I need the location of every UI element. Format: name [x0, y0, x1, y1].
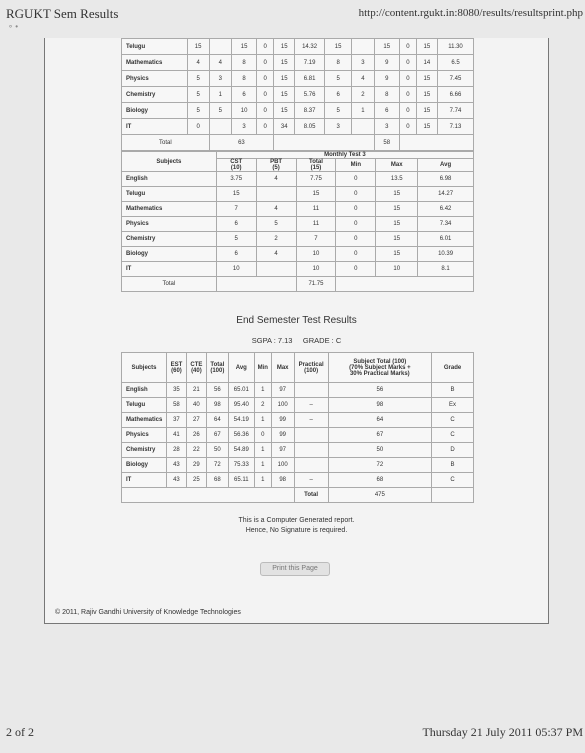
table-cell: C — [432, 473, 474, 488]
table-cell: 4 — [256, 172, 296, 187]
table-cell: 10.39 — [418, 247, 474, 262]
total-value: 58 — [374, 135, 399, 151]
table-row — [122, 103, 474, 119]
table-cell: 10 — [216, 262, 256, 277]
table-cell: 15 — [374, 39, 399, 55]
total-label: Total — [122, 135, 210, 151]
table-cell: 15 — [324, 39, 351, 55]
grade-value: GRADE : C — [302, 336, 342, 345]
table-cell: 15 — [187, 39, 209, 55]
subject-name: Physics — [122, 428, 167, 443]
print-header-url: http://content.rgukt.in:8080/results/resultsprint.php — [358, 7, 583, 19]
subject-name: Mathematics — [122, 202, 217, 217]
table-cell: 56 — [206, 383, 228, 398]
table-cell: 98 — [271, 473, 294, 488]
table-cell: 15 — [274, 39, 295, 55]
table-cell: 2 — [256, 232, 296, 247]
table-cell: 0 — [336, 187, 376, 202]
table-cell: 15 — [216, 187, 256, 202]
table-cell: 7.45 — [437, 71, 473, 87]
col-min: Min — [336, 159, 376, 172]
table-cell: 15 — [274, 55, 295, 71]
table-cell: 8.05 — [295, 119, 325, 135]
table-cell: 8.1 — [418, 262, 474, 277]
subject-name: Biology — [122, 103, 188, 119]
table-row — [122, 458, 474, 473]
table-cell: 15 — [416, 39, 437, 55]
table-cell: 4 — [256, 202, 296, 217]
subject-name: Physics — [122, 217, 217, 232]
table-cell: 11 — [296, 217, 336, 232]
table-total-row — [122, 277, 474, 292]
table-cell: 65.11 — [228, 473, 254, 488]
end-semester-title: End Semester Test Results — [236, 315, 357, 326]
subject-name: Mathematics — [122, 413, 167, 428]
col-total: Total (15) — [296, 159, 336, 172]
col-grade: Grade — [432, 353, 474, 383]
table-cell: 5 — [209, 103, 231, 119]
table-row — [122, 428, 474, 443]
table-cell: 8 — [231, 55, 256, 71]
table-cell: 29 — [186, 458, 206, 473]
table-cell: 0 — [336, 202, 376, 217]
table-row — [122, 247, 474, 262]
table-cell: 15 — [274, 71, 295, 87]
scan-mark: ∘ • — [8, 22, 19, 31]
subject-name: Biology — [122, 247, 217, 262]
table-cell: 6.01 — [418, 232, 474, 247]
table-cell: – — [294, 473, 328, 488]
table-cell — [256, 262, 296, 277]
col-cte: CTE (40) — [186, 353, 206, 383]
table-cell: 1 — [254, 443, 271, 458]
table-cell: 1 — [254, 473, 271, 488]
subject-name: IT — [122, 119, 188, 135]
table-cell: 3 — [374, 119, 399, 135]
table-cell: 8.37 — [295, 103, 325, 119]
table-cell: 72 — [206, 458, 228, 473]
table-cell: 7.13 — [437, 119, 473, 135]
table-cell: 15 — [416, 119, 437, 135]
table-cell: 5.76 — [295, 87, 325, 103]
table-cell: 6 — [231, 87, 256, 103]
subjects-header: Subjects — [122, 353, 167, 383]
table-cell: 15 — [274, 87, 295, 103]
subjects-header: Subjects — [122, 152, 217, 172]
table-cell: 5 — [216, 232, 256, 247]
table-cell: 0 — [399, 119, 416, 135]
col-total: Total (100) — [206, 353, 228, 383]
table-row — [122, 87, 474, 103]
subject-name: English — [122, 383, 167, 398]
table-cell: 15 — [416, 71, 437, 87]
total-value: 475 — [328, 488, 432, 503]
table-cell: 67 — [206, 428, 228, 443]
table-cell: 3 — [231, 119, 256, 135]
table-cell: 10 — [376, 262, 418, 277]
table-cell: 99 — [271, 428, 294, 443]
subject-name: Physics — [122, 71, 188, 87]
print-datetime: Thursday 21 July 2011 05:37 PM — [422, 725, 583, 739]
table-cell: 95.40 — [228, 398, 254, 413]
table-cell: 25 — [186, 473, 206, 488]
table-cell: 58 — [166, 398, 186, 413]
table-cell: 6.66 — [437, 87, 473, 103]
table-cell: 0 — [187, 119, 209, 135]
table-cell: 1 — [254, 413, 271, 428]
table-cell: 75.33 — [228, 458, 254, 473]
computer-generated-note: This is a Computer Generated report. Hence, No Signature is required. — [238, 517, 355, 534]
table-cell: 4 — [209, 55, 231, 71]
table-cell: 5 — [187, 87, 209, 103]
table-cell: 15 — [416, 103, 437, 119]
table-row — [122, 172, 474, 187]
table-cell: 3 — [209, 71, 231, 87]
table-cell: 4 — [352, 71, 374, 87]
table-row — [122, 443, 474, 458]
table-cell: 6.98 — [418, 172, 474, 187]
table-cell: 14.32 — [295, 39, 325, 55]
table-cell: 5 — [187, 103, 209, 119]
table-cell: 68 — [328, 473, 432, 488]
table-cell: – — [294, 398, 328, 413]
table-cell: 43 — [166, 473, 186, 488]
table-cell: 2 — [254, 398, 271, 413]
table-cell: 21 — [186, 383, 206, 398]
table-cell: 68 — [206, 473, 228, 488]
table-cell: 100 — [271, 458, 294, 473]
subject-name: Chemistry — [122, 443, 167, 458]
table-cell: 15 — [376, 187, 418, 202]
table-cell — [352, 119, 374, 135]
table-cell: 3.75 — [216, 172, 256, 187]
copyright-text: © 2011, Rajiv Gandhi University of Knowledge Technologies — [55, 609, 241, 616]
col-max: Max — [271, 353, 294, 383]
print-header-title: RGUKT Sem Results — [6, 6, 119, 21]
table-row — [122, 473, 474, 488]
table-cell: 0 — [399, 87, 416, 103]
table-cell: 50 — [328, 443, 432, 458]
table-cell: 6.42 — [418, 202, 474, 217]
table-cell: 7.34 — [418, 217, 474, 232]
table-cell: 0 — [399, 55, 416, 71]
table-row — [122, 398, 474, 413]
col-subject-total: Subject Total (100) (70% Subject Marks + 30% Practical Marks) — [328, 353, 432, 383]
table-cell — [209, 119, 231, 135]
table-cell — [294, 428, 328, 443]
table-cell — [294, 443, 328, 458]
table-row — [122, 232, 474, 247]
table-cell: 14 — [416, 55, 437, 71]
col-est: EST (60) — [166, 353, 186, 383]
table-total-row — [122, 135, 474, 151]
table-cell: 1 — [352, 103, 374, 119]
table-cell: 6 — [216, 247, 256, 262]
table-cell: 35 — [166, 383, 186, 398]
table-row — [122, 71, 474, 87]
table-cell: 4 — [256, 247, 296, 262]
table-cell: 0 — [399, 39, 416, 55]
table-row — [122, 413, 474, 428]
table-cell: 28 — [166, 443, 186, 458]
table-cell: 54.89 — [228, 443, 254, 458]
table-cell: 6.81 — [295, 71, 325, 87]
table-cell: 9 — [374, 71, 399, 87]
sgpa-grade-line — [45, 336, 548, 345]
table-cell: 8 — [324, 55, 351, 71]
table-cell: 3 — [352, 55, 374, 71]
table-cell: 64 — [328, 413, 432, 428]
table-cell: 4 — [187, 55, 209, 71]
table-cell: 0 — [336, 217, 376, 232]
table-cell: 34 — [274, 119, 295, 135]
table-cell: 9 — [374, 55, 399, 71]
col-cst: CST (10) — [216, 159, 256, 172]
table-cell: 98 — [328, 398, 432, 413]
table-cell: 65.01 — [228, 383, 254, 398]
table-cell: 15 — [416, 87, 437, 103]
table-cell: 37 — [166, 413, 186, 428]
table-cell: D — [432, 443, 474, 458]
table-cell — [256, 187, 296, 202]
table-cell: 15 — [296, 187, 336, 202]
table-cell: 0 — [336, 172, 376, 187]
table-row — [122, 187, 474, 202]
table-cell: 1 — [254, 383, 271, 398]
table-cell: Ex — [432, 398, 474, 413]
table-cell: 1 — [209, 87, 231, 103]
table-cell: C — [432, 413, 474, 428]
table-cell: 43 — [166, 458, 186, 473]
col-avg: Avg — [228, 353, 254, 383]
table-cell — [209, 39, 231, 55]
table-cell: 0 — [254, 428, 271, 443]
table-cell: 64 — [206, 413, 228, 428]
table-cell: 11 — [296, 202, 336, 217]
table-cell: 40 — [186, 398, 206, 413]
print-page-button[interactable]: Print this Page — [260, 562, 330, 576]
monthly-test-title: Monthly Test 3 — [216, 152, 473, 159]
table-cell: 0 — [399, 71, 416, 87]
subject-name: Chemistry — [122, 87, 188, 103]
table-cell: C — [432, 428, 474, 443]
table-cell: 6 — [374, 103, 399, 119]
table-cell: 0 — [336, 232, 376, 247]
table-cell: 15 — [231, 39, 256, 55]
table-cell: 7 — [216, 202, 256, 217]
table-cell: B — [432, 458, 474, 473]
total-value: 71.75 — [296, 277, 336, 292]
table-cell: 56 — [328, 383, 432, 398]
table-cell: 15 — [376, 247, 418, 262]
table-cell: 8 — [231, 71, 256, 87]
table-cell: 5 — [187, 71, 209, 87]
table-cell: 72 — [328, 458, 432, 473]
table-row — [122, 383, 474, 398]
table-cell: 0 — [336, 262, 376, 277]
table-cell: – — [294, 413, 328, 428]
previous-tests-table — [121, 38, 474, 151]
subject-name: IT — [122, 262, 217, 277]
table-row — [122, 202, 474, 217]
table-cell: 0 — [336, 247, 376, 262]
col-pbt: PBT (5) — [256, 159, 296, 172]
col-practical: Practical (100) — [294, 353, 328, 383]
table-cell: 0 — [257, 39, 274, 55]
table-cell: 15 — [274, 103, 295, 119]
table-cell: 7.74 — [437, 103, 473, 119]
table-cell: 56.36 — [228, 428, 254, 443]
table-cell: 15 — [376, 202, 418, 217]
table-cell: 8 — [374, 87, 399, 103]
end-semester-table — [121, 352, 474, 503]
subject-name: Biology — [122, 458, 167, 473]
table-cell — [352, 39, 374, 55]
page-count: 2 of 2 — [6, 725, 34, 739]
table-cell: 98 — [206, 398, 228, 413]
table-cell: 15 — [376, 217, 418, 232]
sgpa-value: SGPA : 7.13 — [251, 336, 293, 345]
table-cell: 97 — [271, 383, 294, 398]
table-cell: 0 — [257, 87, 274, 103]
table-cell: 5 — [324, 71, 351, 87]
table-cell: 14.27 — [418, 187, 474, 202]
total-value: 63 — [209, 135, 273, 151]
col-avg: Avg — [418, 159, 474, 172]
table-cell: 10 — [296, 262, 336, 277]
subject-name: Chemistry — [122, 232, 217, 247]
table-cell: 6.5 — [437, 55, 473, 71]
table-cell: 2 — [352, 87, 374, 103]
table-cell: 0 — [257, 103, 274, 119]
monthly-test-table — [121, 151, 474, 292]
table-cell: 0 — [257, 71, 274, 87]
subject-name: Telugu — [122, 398, 167, 413]
table-cell: 1 — [254, 458, 271, 473]
table-cell — [294, 458, 328, 473]
table-cell: 6 — [324, 87, 351, 103]
total-label: Total — [294, 488, 328, 503]
table-row — [122, 39, 474, 55]
table-total-row — [122, 488, 474, 503]
subject-name: IT — [122, 473, 167, 488]
table-cell: 7.75 — [296, 172, 336, 187]
table-cell: 13.5 — [376, 172, 418, 187]
table-cell: 11.30 — [437, 39, 473, 55]
table-cell: 7.19 — [295, 55, 325, 71]
subject-name: Telugu — [122, 39, 188, 55]
table-cell: 7 — [296, 232, 336, 247]
table-cell: 100 — [271, 398, 294, 413]
col-min: Min — [254, 353, 271, 383]
total-label: Total — [122, 277, 217, 292]
table-cell: 15 — [376, 232, 418, 247]
table-row — [122, 262, 474, 277]
table-cell: 26 — [186, 428, 206, 443]
table-cell: 22 — [186, 443, 206, 458]
table-cell: 0 — [257, 55, 274, 71]
col-max: Max — [376, 159, 418, 172]
table-row — [122, 119, 474, 135]
table-cell: 54.19 — [228, 413, 254, 428]
subject-name: English — [122, 172, 217, 187]
table-cell: 27 — [186, 413, 206, 428]
table-row — [122, 55, 474, 71]
table-cell: 3 — [324, 119, 351, 135]
table-cell: 0 — [257, 119, 274, 135]
table-cell: 5 — [256, 217, 296, 232]
table-cell: 99 — [271, 413, 294, 428]
table-cell: 41 — [166, 428, 186, 443]
table-cell: 97 — [271, 443, 294, 458]
table-cell: 10 — [296, 247, 336, 262]
table-cell: 50 — [206, 443, 228, 458]
table-cell: 0 — [399, 103, 416, 119]
table-cell: 10 — [231, 103, 256, 119]
table-cell: 67 — [328, 428, 432, 443]
table-cell: B — [432, 383, 474, 398]
subject-name: Telugu — [122, 187, 217, 202]
table-cell: 6 — [216, 217, 256, 232]
results-page — [44, 38, 549, 624]
table-cell: 5 — [324, 103, 351, 119]
subject-name: Mathematics — [122, 55, 188, 71]
table-cell — [294, 383, 328, 398]
table-row — [122, 217, 474, 232]
